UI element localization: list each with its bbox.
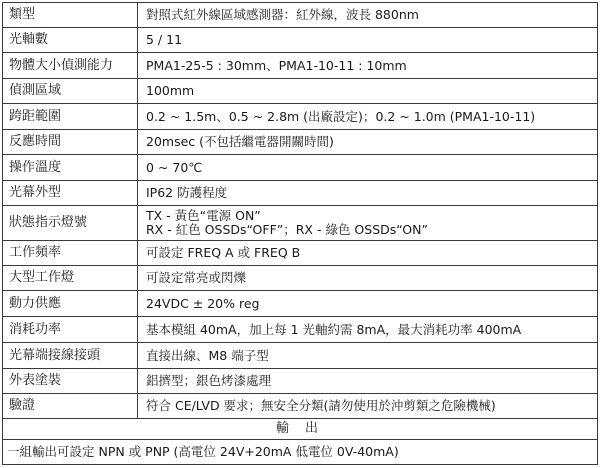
- spec-label: 跨距範圍: [3, 104, 138, 130]
- spec-value: 對照式紅外線區域感測器：紅外線，波長 880nm: [138, 3, 598, 28]
- spec-label: 光軸數: [3, 28, 138, 53]
- spec-label: 反應時間: [3, 130, 138, 155]
- spec-value: 100mm: [138, 79, 598, 104]
- spec-value: 可設定 FREQ A 或 FREQ B: [138, 241, 598, 266]
- output-section-row: [3, 440, 598, 465]
- spec-value: 0.2 ~ 1.5m、0.5 ~ 2.8m (出廠設定)；0.2 ~ 1.0m (PMA1-10-11): [138, 104, 598, 130]
- spec-label: 類型: [3, 3, 138, 28]
- spec-value-line: TX - 黃色“電源 ON”: [146, 208, 261, 223]
- spec-row-beam-count: [3, 28, 598, 53]
- spec-value: 直接出線、M8 端子型: [138, 343, 598, 369]
- spec-row-power-consumption: [3, 317, 598, 343]
- spec-value: 基本模組 40mA，加上每 1 光軸約需 8mA，最大消耗功率 400mA: [138, 317, 598, 343]
- spec-label: 光幕端接線接頭: [3, 343, 138, 369]
- spec-row-power-supply: [3, 291, 598, 317]
- spec-row-housing: [3, 181, 598, 206]
- spec-value: PMA1-25-5 : 30mm、PMA1-10-11 : 10mm: [138, 53, 598, 79]
- spec-row-operating-temp: [3, 155, 598, 181]
- spec-label: 物體大小偵測能力: [3, 53, 138, 79]
- spec-table: [2, 2, 598, 465]
- spec-value-line: RX - 紅色 OSSDs“OFF”；RX - 綠色 OSSDs“ON”: [146, 222, 428, 237]
- spec-row-finish: [3, 369, 598, 394]
- spec-row-certification: [3, 394, 598, 419]
- spec-label: 狀態指示燈號: [3, 206, 138, 241]
- spec-row-connector: [3, 343, 598, 369]
- spec-value: 20msec (不包括繼電器開關時間): [138, 130, 598, 155]
- output-section-header-row: [3, 419, 598, 440]
- spec-label: 光幕外型: [3, 181, 138, 206]
- spec-row-object-size: [3, 53, 598, 79]
- spec-value: 5 / 11: [138, 28, 598, 53]
- spec-label: 消耗功率: [3, 317, 138, 343]
- spec-row-response-time: [3, 130, 598, 155]
- spec-value: IP62 防護程度: [138, 181, 598, 206]
- output-section-text: 一組輸出可設定 NPN 或 PNP (高電位 24V+20mA 低電位 0V-40mA): [3, 440, 598, 465]
- spec-value: 0 ~ 70℃: [138, 155, 598, 181]
- spec-row-work-lamp: [3, 266, 598, 291]
- spec-value: 鋁擠型；銀色烤漆處理: [138, 369, 598, 394]
- spec-label: 大型工作燈: [3, 266, 138, 291]
- spec-label: 偵測區域: [3, 79, 138, 104]
- spec-value: 符合 CE/LVD 要求；無安全分類(請勿使用於沖剪類之危險機械): [138, 394, 598, 419]
- spec-row-detection-area: [3, 79, 598, 104]
- spec-value: [138, 206, 598, 241]
- spec-label: 動力供應: [3, 291, 138, 317]
- spec-label: 驗證: [3, 394, 138, 419]
- output-section-title: 輸 出: [3, 419, 598, 440]
- spec-label: 操作溫度: [3, 155, 138, 181]
- spec-value: 24VDC ± 20% reg: [138, 291, 598, 317]
- spec-row-span-range: [3, 104, 598, 130]
- spec-row-status-indicators: [3, 206, 598, 241]
- spec-row-frequency: [3, 241, 598, 266]
- spec-label: 工作頻率: [3, 241, 138, 266]
- spec-label: 外表塗裝: [3, 369, 138, 394]
- spec-row-type: [3, 3, 598, 28]
- spec-value: 可設定常亮或閃爍: [138, 266, 598, 291]
